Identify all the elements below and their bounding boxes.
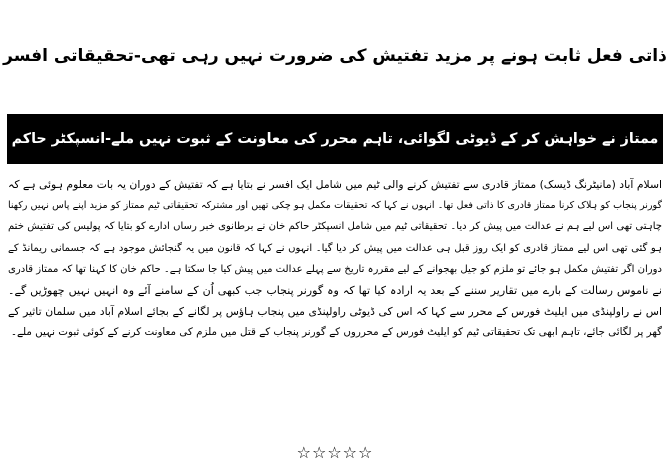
body-line: اسلام آباد (مانیٹرنگ ڈیسک) ممتاز قادری سے تفتیش کرنے والی ٹیم میں شامل ایک افسر نے بتایا ہے کہ تفتیش کے دوران یہ بات معلوم ہوئی ہے کہ: [8, 178, 662, 191]
article-body: [8, 174, 662, 442]
subheadline-banner: ممتاز نے خواہش کر کے ڈیوٹی لگوائی، تاہم محرر کی معاونت کے ثبوت نہیں ملے-انسپکٹر حاکم: [7, 114, 663, 164]
body-line: دوران اگر تفتیش مکمل ہو جائے تو ملزم کو جیل بھجوانے کے لیے مقررہ تاریخ سے پہلے عدالت میں پیش کیا جا سکتا ہے۔ حاکم خان کا کہنا تھا کہ ممتاز قادری: [8, 263, 662, 275]
body-line: چاہتی تھی اس لیے ہم نے عدالت میں پیش کر دیا۔ تحقیقاتی ٹیم میں شامل انسپکٹر حاکم خان نے برطانوی خبر رساں ادارے کو بتایا کہ پولیس کی تفتیش ختم: [8, 221, 662, 233]
body-line: گھر پر لگائی جائے، تاہم ابھی تک تحقیقاتی ٹیم کو ایلیٹ فورس کے محرروں کے گورنر پنجاب کے قتل میں ملزم کی معاونت کرنے کے کوئی ثبوت نہیں ملے۔: [10, 326, 662, 339]
body-line: ہو گئی تھی اس لیے ممتاز قادری کو ایک روز قبل ہی عدالت میں پیش کر دیا گیا۔ انہوں نے کہا کہ قانون میں یہ گنجائش موجود ہے کہ جسمانی ریمانڈ کے: [8, 242, 662, 254]
body-line: نے ناموس رسالت کے بارے میں تقاریر سننے کے بعد یہ ارادہ کیا تھا کہ وہ گورنر پنجاب جب کبھی اُن کے سامنے آئے وہ انہیں نہیں چھوڑیں گے۔: [8, 283, 662, 297]
body-line: اس نے راولپنڈی میں ایلیٹ فورس کے محرر سے کہا کہ اس کی ڈیوٹی راولپنڈی میں پنجاب ہاؤس پر لگانے کے بجائے اسلام آباد میں سلمان تاثیر کے: [8, 305, 662, 319]
body-line: گورنر پنجاب کو ہلاک کرنا ممتاز قادری کا ذاتی فعل تھا۔ انہوں نے کہا کہ تحقیقات مکمل ہو چکی تھیں اور مشترکہ تحقیقاتی ٹیم ممتاز کو مزید اپنے پاس نہیں رکھنا: [8, 200, 662, 212]
headline: ذاتی فعل ثابت ہونے پر مزید تفتیش کی ضرورت نہیں رہی تھی-تحقیقاتی افسر: [3, 45, 667, 66]
end-of-article-stars: ☆☆☆☆☆: [296, 443, 374, 462]
